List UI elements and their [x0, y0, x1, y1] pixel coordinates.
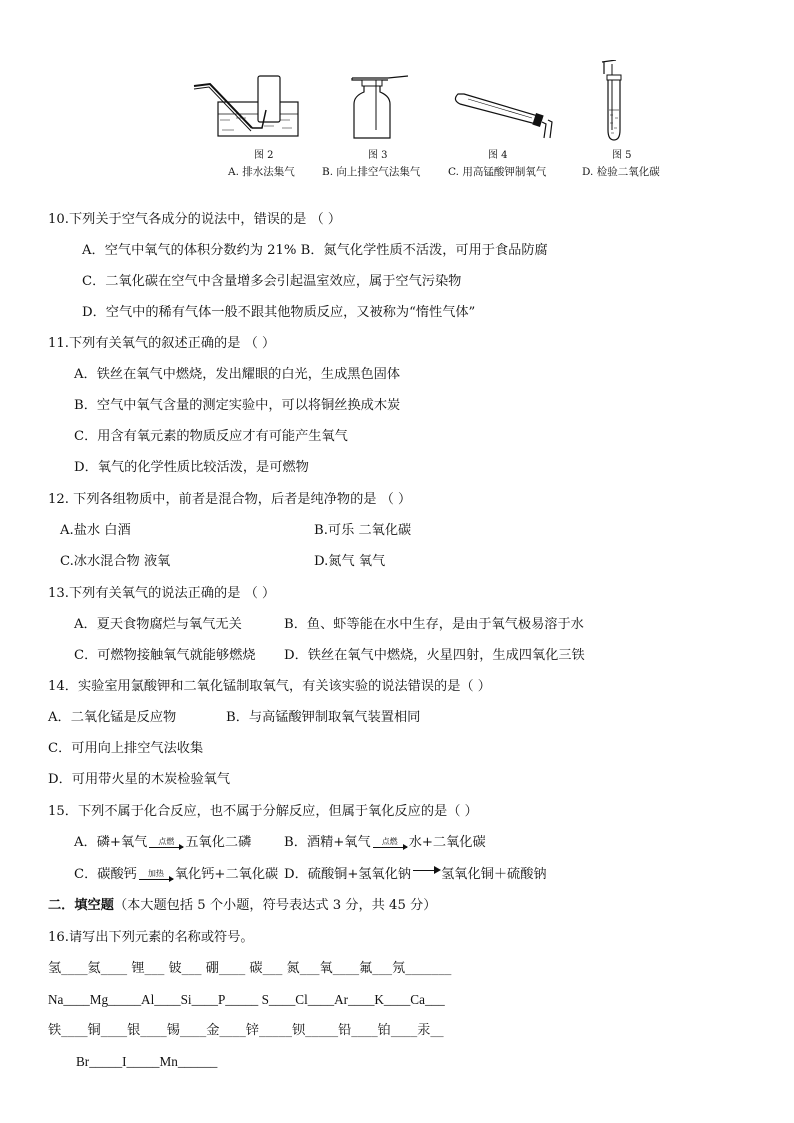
- q15-c-condition: 加热: [139, 869, 173, 880]
- q10-option-ab: A．空气中氧气的体积分数约为 21% B．氮气化学性质不活泼，可用于食品防腐: [82, 243, 548, 258]
- figure-option-d: D. 检验二氧化碳: [582, 166, 660, 178]
- figure-2-water-displacement: [192, 70, 304, 146]
- q13-option-b: B．鱼、虾等能在水中生存，是由于氧气极易溶于水: [284, 617, 584, 632]
- q15-option-d: [284, 866, 547, 884]
- q12-option-d: D.氮气 氧气: [314, 554, 386, 569]
- q12-stem: 12. 下列各组物质中，前者是混合物，后者是纯净物的是 （ ）: [48, 492, 412, 507]
- q15-a-condition: 点燃: [149, 837, 183, 848]
- figure-4-heating-tube: [450, 86, 554, 142]
- reaction-arrow: [147, 837, 185, 848]
- q14-option-d: D．可用带火星的木炭检验氧气: [48, 772, 231, 787]
- q15-d-products: 氢氧化铜＋硫酸钠: [441, 867, 547, 882]
- figure-option-b: B. 向上排空气法集气: [322, 166, 421, 178]
- q11-option-a: A．铁丝在氧气中燃烧，发出耀眼的白光，生成黑色固体: [74, 367, 401, 382]
- figure-4-caption: 图 4: [488, 150, 508, 161]
- q15-b-reactants: B．酒精+氧气: [284, 835, 371, 850]
- q16-row-1: 氢____氦____ 锂___ 铍___ 硼____ 碳___ 氮___氧____氟___氖_______: [48, 961, 452, 976]
- q15-d-reactants: D．硫酸铜+氢氧化钠: [284, 867, 412, 882]
- q12-option-a: A.盐水 白酒: [60, 523, 131, 538]
- q10-option-d: D．空气中的稀有气体一般不跟其他物质反应，又被称为“惰性气体”: [82, 305, 476, 320]
- q15-stem: 15．下列不属于化合反应，也不属于分解反应，但属于氧化反应的是（ ）: [48, 804, 478, 819]
- q10-option-c: C．二氧化碳在空气中含量增多会引起温室效应，属于空气污染物: [82, 274, 462, 289]
- section-2-note: （本大题包括 5 个小题，符号表达式 3 分，共 45 分）: [113, 898, 437, 913]
- section-2-heading: [48, 897, 436, 915]
- section-2-title: 二．填空题: [48, 898, 114, 913]
- q15-b-condition: 点燃: [373, 837, 407, 848]
- q11-option-d: D．氧气的化学性质比较活泼，是可燃物: [74, 460, 309, 475]
- reaction-arrow: [371, 837, 409, 848]
- q13-option-a: A．夏天食物腐烂与氧气无关: [74, 617, 242, 632]
- figure-5-caption: 图 5: [612, 150, 632, 161]
- reaction-arrow-icon: [413, 870, 439, 871]
- figure-3-caption: 图 3: [368, 150, 388, 161]
- q11-stem: 11.下列有关氧气的叙述正确的是 （ ）: [48, 336, 276, 351]
- q10-stem: 10.下列关于空气各成分的说法中，错误的是 （ ）: [48, 212, 342, 227]
- reaction-arrow: [137, 869, 175, 880]
- q15-c-reactants: C．碳酸钙: [74, 867, 137, 882]
- q11-option-c: C．用含有氧元素的物质反应才有可能产生氧气: [74, 429, 348, 444]
- q15-a-products: 五氧化二磷: [185, 835, 252, 850]
- q15-option-b: [284, 834, 486, 852]
- q15-b-products: 水+二氧化碳: [408, 835, 486, 850]
- figure-option-c: C. 用高锰酸钾制氧气: [448, 166, 547, 178]
- figure-3-gas-bottle: [348, 70, 412, 146]
- q14-option-a: A．二氧化锰是反应物: [48, 710, 177, 725]
- q14-option-c: C．可用向上排空气法收集: [48, 741, 204, 756]
- q13-option-c: C．可燃物接触氧气就能够燃烧: [74, 648, 256, 663]
- q13-option-d: D．铁丝在氧气中燃烧，火星四射，生成四氧化三铁: [284, 648, 585, 663]
- q16-stem: 16.请写出下列元素的名称或符号。: [48, 930, 254, 945]
- q14-option-b: B．与高锰酸钾制取氧气装置相同: [226, 710, 421, 725]
- q14-stem: 14．实验室用氯酸钾和二氧化锰制取氧气，有关该实验的说法错误的是（ ）: [48, 679, 491, 694]
- q16-row-2: Na____Mg_____Al____Si____P_____ S____Cl____Ar____K____Ca___: [48, 992, 445, 1007]
- q16-row-4: Br_____I_____Mn______: [76, 1054, 218, 1069]
- q13-stem: 13.下列有关氧气的说法正确的是 （ ）: [48, 586, 276, 601]
- figure-2-caption: 图 2: [254, 150, 274, 161]
- figure-option-a: A. 排水法集气: [228, 166, 295, 178]
- q12-option-b: B.可乐 二氧化碳: [314, 523, 412, 538]
- q11-option-b: B．空气中氧气含量的测定实验中，可以将铜丝换成木炭: [74, 398, 401, 413]
- q15-option-a: [74, 834, 251, 852]
- q15-c-products: 氧化钙+二氧化碳: [174, 867, 279, 882]
- figure-5-test-tube: [598, 60, 628, 146]
- q12-option-c: C.冰水混合物 液氧: [60, 554, 171, 569]
- q16-row-3: 铁____铜____银____锡____金____锌_____钡_____铅____铂____汞__: [48, 1023, 444, 1038]
- q15-option-c: [74, 866, 278, 884]
- q15-a-reactants: A．磷+氧气: [74, 835, 148, 850]
